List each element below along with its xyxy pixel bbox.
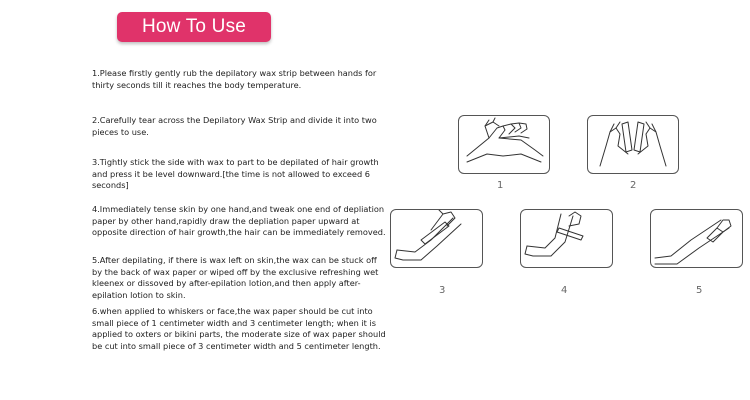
rubbing-hands-icon — [459, 116, 549, 173]
step-6-text: 6.when applied to whiskers or face,the wax paper should be cut into small piece of 1 centimeter width and 3 centimeter length; when it is applied to oxters or bikini parts, the moderate size of wax paper should be cut into small piece of 3 centimeter width and 5 centimeter length. — [92, 306, 386, 351]
illustration-1 — [458, 115, 550, 174]
illustration-4-label: 4 — [561, 285, 568, 296]
step-2-text: 2.Carefully tear across the Depilatory Wax Strip and divide it into two pieces to use. — [92, 115, 377, 137]
illustration-3-label: 3 — [439, 285, 446, 296]
illustration-1-label: 1 — [497, 180, 504, 191]
step-5-text: 5.After depilating, if there is wax left on skin,the wax can be stuck off by the back of wax paper or wiped off by the exclusive refreshing wet kleenex or dissoved by after-epilation lotion,and then apply after-epilation lotion to skin. — [92, 255, 379, 300]
wiping-leg-icon — [651, 210, 742, 267]
step-4-text: 4.Immediately tense skin by one hand,and tweak one end of depliation paper by other hand,rapidly draw the depliation paper upward at opposite direction of hair growth,the hair can be immediately removed. — [92, 204, 386, 237]
illustration-3 — [390, 209, 483, 268]
tearing-strip-icon — [588, 116, 678, 173]
pulling-strip-leg-icon — [521, 210, 612, 267]
illustration-5-label: 5 — [696, 285, 703, 296]
title-banner — [117, 12, 271, 42]
step-1-text: 1.Please firstly gently rub the depilatory wax strip between hands for thirty seconds till it reaches the body temperature. — [92, 68, 377, 90]
illustration-2-label: 2 — [630, 180, 637, 191]
step-3-text: 3.Tightly stick the side with wax to part to be depilated of hair growth and press it be level downward.[the time is not allowed to exceed 6 seconds] — [92, 157, 379, 190]
illustration-4 — [520, 209, 613, 268]
illustration-2 — [587, 115, 679, 174]
page-title: How To Use — [141, 16, 247, 37]
applying-strip-leg-icon — [391, 210, 482, 267]
illustration-5 — [650, 209, 743, 268]
